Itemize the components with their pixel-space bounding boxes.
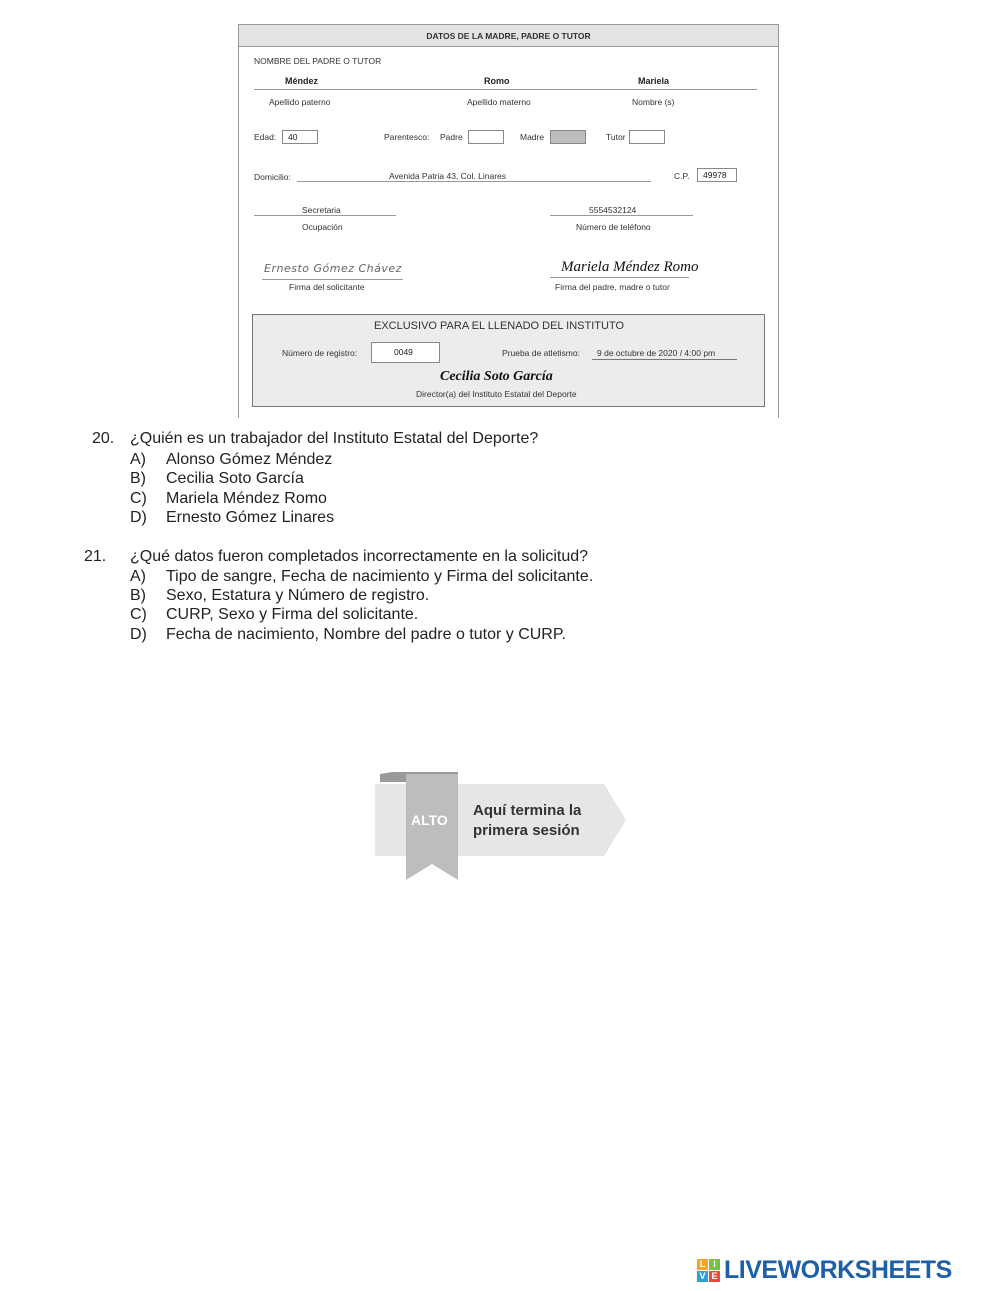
name-line xyxy=(254,89,757,90)
ocupacion-label: Ocupación xyxy=(302,222,343,232)
q20-option-d[interactable]: Ernesto Gómez Linares xyxy=(166,509,335,526)
q20-option-a-letter: A) xyxy=(130,451,146,468)
ocupacion-value: Secretaria xyxy=(302,205,341,215)
apellido-materno-label: Apellido materno xyxy=(467,97,531,107)
telefono-label: Número de teléfono xyxy=(576,222,651,232)
tutor-label: Tutor xyxy=(606,132,626,142)
q20-option-b[interactable]: Cecilia Soto García xyxy=(166,470,304,487)
nombre-label: NOMBRE DEL PADRE O TUTOR xyxy=(254,56,382,66)
director-label: Director(a) del Instituto Estatal del Deporte xyxy=(416,389,577,399)
prueba-label: Prueba de atletismo: xyxy=(502,348,580,358)
q21-option-a[interactable]: Tipo de sangre, Fecha de nacimiento y Firma del solicitante. xyxy=(166,568,594,585)
apellido-paterno-label: Apellido paterno xyxy=(269,97,331,107)
cp-field[interactable]: 49978 xyxy=(697,168,737,182)
tutor-checkbox[interactable] xyxy=(629,130,665,144)
question-20-number: 20. xyxy=(92,430,115,447)
q21-option-d[interactable]: Fecha de nacimiento, Nombre del padre o tutor y CURP. xyxy=(166,626,566,643)
q20-option-b-letter: B) xyxy=(130,470,146,487)
padre-label: Padre xyxy=(440,132,463,142)
liveworksheets-brand[interactable]: LIVEWORKSHEETS xyxy=(724,1256,952,1284)
q21-option-d-letter: D) xyxy=(130,626,147,643)
parentesco-label: Parentesco: xyxy=(384,132,430,142)
edad-field[interactable]: 40 xyxy=(282,130,318,144)
alto-label: ALTO xyxy=(411,812,448,828)
q21-option-c-letter: C) xyxy=(130,606,147,623)
domicilio-value: Avenida Patria 43, Col. Linares xyxy=(389,171,507,181)
institute-title: EXCLUSIVO PARA EL LLENADO DEL INSTITUTO xyxy=(374,320,625,332)
q21-option-c[interactable]: CURP, Sexo y Firma del solicitante. xyxy=(166,606,419,623)
telefono-value: 5554532124 xyxy=(589,205,637,215)
question-20-text: ¿Quién es un trabajador del Instituto Estatal del Deporte? xyxy=(130,430,539,447)
q20-option-a[interactable]: Alonso Gómez Méndez xyxy=(166,451,333,468)
madre-checkbox[interactable] xyxy=(550,130,586,144)
registro-label: Número de registro: xyxy=(282,348,358,358)
q20-option-c[interactable]: Mariela Méndez Romo xyxy=(166,490,327,507)
nombre-value: Mariela xyxy=(638,76,670,86)
prueba-line xyxy=(592,359,737,360)
apellido-materno-value: Romo xyxy=(484,76,510,86)
tutor-signature: Mariela Méndez Romo xyxy=(561,259,699,275)
q21-option-a-letter: A) xyxy=(130,568,146,585)
tutor-signature-line xyxy=(550,277,689,278)
director-signature: Cecilia Soto García xyxy=(440,369,553,384)
form-header: DATOS DE LA MADRE, PADRE O TUTOR xyxy=(238,24,779,47)
liveworksheets-logo-icon: L I V E xyxy=(697,1259,721,1283)
apellido-paterno-value: Méndez xyxy=(285,76,319,86)
q20-option-d-letter: D) xyxy=(130,509,147,526)
prueba-value: 9 de octubre de 2020 / 4:00 pm xyxy=(597,348,716,358)
solicitante-signature-line xyxy=(262,279,403,280)
domicilio-label: Domicilio: xyxy=(254,172,291,182)
cp-label: C.P. xyxy=(674,171,690,181)
question-21-number: 21. xyxy=(84,548,107,565)
padre-checkbox[interactable] xyxy=(468,130,504,144)
madre-label: Madre xyxy=(520,132,545,142)
nombre-caption: Nombre (s) xyxy=(632,97,675,107)
edad-label: Edad: xyxy=(254,132,277,142)
firma-solicitante-label: Firma del solicitante xyxy=(289,282,365,292)
q21-option-b-letter: B) xyxy=(130,587,146,604)
firma-tutor-label: Firma del padre, madre o tutor xyxy=(555,282,670,292)
ocupacion-line xyxy=(254,215,396,216)
stop-line-2: primera sesión xyxy=(473,822,580,839)
question-21-text: ¿Qué datos fueron completados incorrectamente en la solicitud? xyxy=(130,548,589,565)
q20-option-c-letter: C) xyxy=(130,490,147,507)
q21-option-b[interactable]: Sexo, Estatura y Número de registro. xyxy=(166,587,430,604)
registro-field[interactable]: 0049 xyxy=(371,342,440,363)
telefono-line xyxy=(550,215,693,216)
domicilio-line xyxy=(297,181,651,182)
stop-line-1: Aquí termina la xyxy=(473,802,582,819)
solicitante-signature: Ernesto Gómez Chávez xyxy=(264,262,402,275)
